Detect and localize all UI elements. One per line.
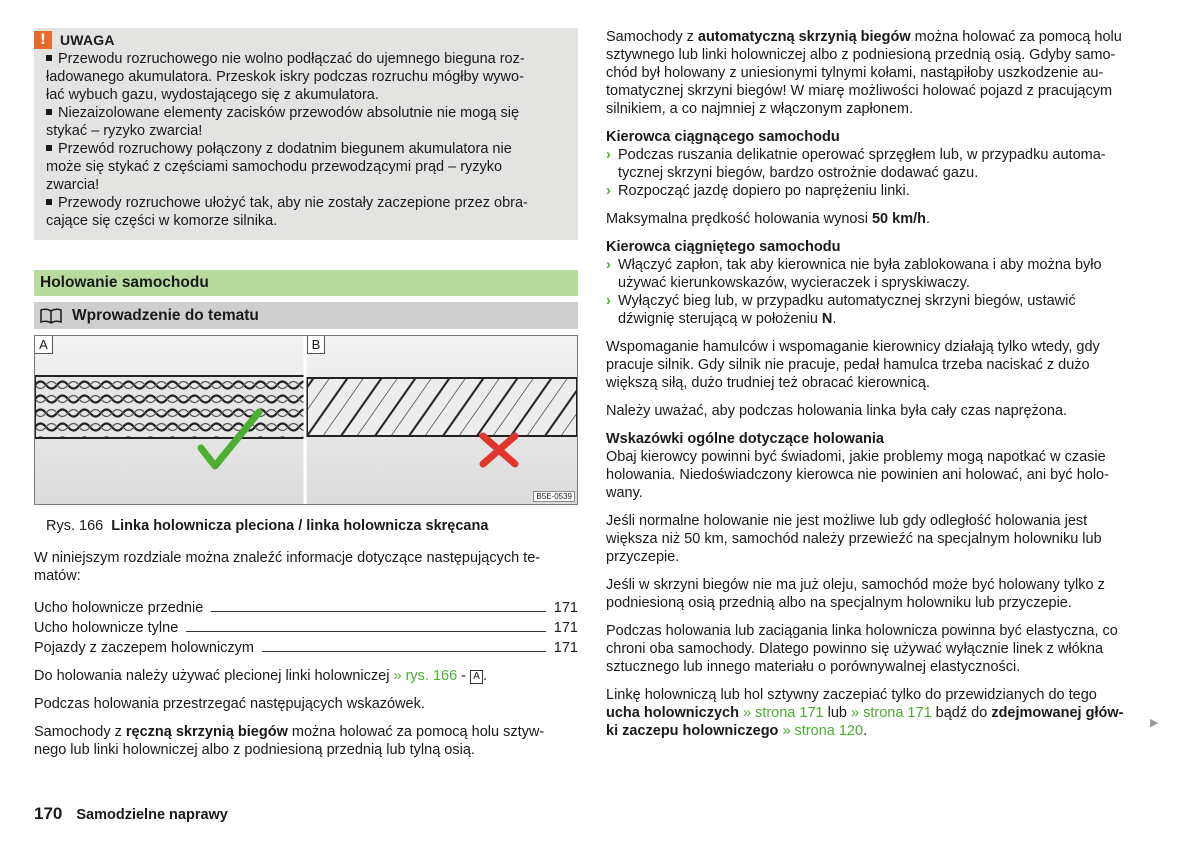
figure-link[interactable]: » rys. 166 (393, 668, 458, 684)
attach-paragraph: Linkę holowniczą lub hol sztywny zaczepiać tylko do przewidzianych do tego ucha holowniczych » strona 171 lub » strona 171 bądź do zdejmowanej głów- ki zaczepu holowniczego » strona 120. (606, 687, 1124, 739)
subsection-title: Wprowadzenie do tematu (72, 307, 259, 324)
general-heading: Wskazówki ogólne dotyczące holowania (606, 431, 884, 447)
distance-paragraph: Jeśli normalne holowanie nie jest możliwe lub gdy odległość holowania jest większa niż 50 km, samochód należy przewieźć na specjalnym holowniku lub przyczepie. (606, 513, 1102, 565)
rope-paragraph: Do holowania należy używać plecionej linki holowniczej » rys. 166 - A . (34, 668, 488, 684)
page-footer (34, 805, 228, 824)
warning-line: cające się części w komorze silnika. (46, 213, 278, 229)
taut-paragraph: Należy uważać, aby podczas holowania linka była cały czas naprężona. (606, 403, 1068, 419)
toc-row[interactable]: Ucho holownicze przednie 171 (34, 600, 578, 616)
page-number: 170 (34, 804, 63, 823)
automatic-gearbox-paragraph: Samochody z automatyczną skrzynią biegów można holować za pomocą holu sztywnego lub linki holowniczej albo z podniesioną przednią osią. Gdyby samo- chód był holowany z uniesionymi tylnymi kołami, nastąpiłoby uszkodzenie au- tomatycznej skrzyni biegów! W miarę możliwości holować pojazd z pracującym silnikiem, a co najmniej z włączonym zapłonem. (606, 29, 1122, 117)
warning-line: zwarcia! (46, 177, 100, 193)
right-column (606, 28, 1151, 740)
intro-paragraph: W niniejszym rozdziale można znaleźć informacje dotyczące następujących te- matów: (34, 550, 541, 584)
bullet-square-icon (46, 55, 52, 61)
rope-illustration (35, 336, 577, 504)
subsection-header (34, 302, 578, 329)
warning-item: Przewodu rozruchowego nie wolno podłączać do ujemnego bieguna roz- (46, 50, 564, 68)
continue-arrow-icon: ▶ (1150, 717, 1159, 729)
toc-row[interactable]: Ucho holownicze tylne 171 (34, 620, 578, 636)
warning-box (34, 28, 578, 240)
oil-paragraph: Jeśli w skrzyni biegów nie ma już oleju, samochód może być holowany tylko z podniesioną osią przednią albo na specjalnym holowniku lub przyczepie. (606, 577, 1105, 611)
list-item: › Włączyć zapłon, tak aby kierownica nie była zablokowana i aby można było używać kierunkowskazów, wycieraczek i spryskiwaczy. (606, 257, 1102, 291)
figure-caption: Rys. 166 Linka holownicza pleciona / linka holownicza skręcana (46, 518, 489, 534)
chevron-right-icon: › (606, 257, 611, 273)
warning-line: łać wybuch gazu, wydostającego się z akumulatora. (46, 87, 379, 103)
warning-item: Niezaizolowane elementy zacisków przewodów absolutnie nie mogą się (46, 104, 564, 122)
warning-item: Przewody rozruchowe ułożyć tak, aby nie zostały zaczepione przez obra- (46, 194, 564, 212)
figure-label-b: B (307, 336, 325, 354)
elastic-paragraph: Podczas holowania lub zaciągania linka holownicza powinna być elastyczna, co chroni oba samochody. Dlatego powinno się używać wyłącznie linek z włókna sztucznego lub innego materiału o porównywalnej elastyczności. (606, 623, 1118, 675)
assist-paragraph: Wspomaganie hamulców i wspomaganie kierownicy działają tylko wtedy, gdy pracuje silnik. Gdy silnik nie pracuje, pedał hamulca trzeba naciskać z dużo większą siłą, dużo trudniej też obracać kierownicą. (606, 339, 1100, 391)
rope-figure (34, 335, 578, 505)
towing-driver-heading: Kierowca ciągnącego samochodu (606, 129, 840, 145)
towed-driver-heading: Kierowca ciągniętego samochodu (606, 239, 841, 255)
warning-title: UWAGA (60, 32, 115, 48)
figure-code: B5E-0539 (533, 491, 575, 502)
manual-gearbox-paragraph: Samochody z ręczną skrzynią biegów można holować za pomocą holu sztyw- nego lub linki holowniczej albo z podniesioną przednią lub tylną osią. (34, 724, 545, 758)
page-link[interactable]: » strona 171 (851, 705, 932, 721)
left-column (34, 28, 578, 759)
warning-header (34, 30, 564, 50)
list-item: › Podczas ruszania delikatnie operować sprzęgłem lub, w przypadku automa- tycznej skrzyni biegów, bardzo ostrożnie dodawać gazu. (606, 147, 1106, 181)
chevron-right-icon: › (606, 183, 611, 199)
chevron-right-icon: › (606, 293, 611, 309)
warning-line: może się stykać z częściami samochodu przewodzącymi prąd – ryzyko (46, 159, 503, 175)
list-item: › Wyłączyć bieg lub, w przypadku automatycznej skrzyni biegów, ustawić dźwignię sterującą w położeniu N. (606, 293, 1076, 327)
toc-list (34, 597, 578, 657)
list-item: › Rozpocząć jazdę dopiero po naprężeniu linki. (606, 183, 910, 199)
figure-label-a: A (35, 336, 53, 354)
general-paragraph: Obaj kierowcy powinni być świadomi, jakie problemy mogą napotkać w czasie holowania. Niedoświadczony kierowca nie powinien ani holować, ani być holo- wany. (606, 449, 1109, 501)
page-link[interactable]: » strona 171 (738, 705, 824, 721)
warning-item: Przewód rozruchowy połączony z dodatnim biegunem akumulatora nie (46, 140, 564, 158)
max-speed-paragraph: Maksymalna prędkość holowania wynosi 50 km/h. (606, 211, 930, 227)
obey-paragraph: Podczas holowania przestrzegać następujących wskazówek. (34, 696, 425, 712)
book-icon (40, 308, 62, 324)
bullet-square-icon (46, 109, 52, 115)
chapter-title: Samodzielne naprawy (76, 807, 228, 823)
bullet-square-icon (46, 145, 52, 151)
warning-line: ładowanego akumulatora. Przeskok iskry podczas rozruchu mógłby wywo- (46, 69, 524, 85)
figure-ref-box: A (470, 670, 483, 684)
toc-row[interactable]: Pojazdy z zaczepem holowniczym 171 (34, 640, 578, 656)
section-title: Holowanie samochodu (34, 270, 578, 296)
warning-icon: ! (34, 31, 52, 49)
chevron-right-icon: › (606, 147, 611, 163)
bullet-square-icon (46, 199, 52, 205)
warning-line: stykać – ryzyko zwarcia! (46, 123, 203, 139)
page-link[interactable]: » strona 120 (778, 723, 864, 739)
